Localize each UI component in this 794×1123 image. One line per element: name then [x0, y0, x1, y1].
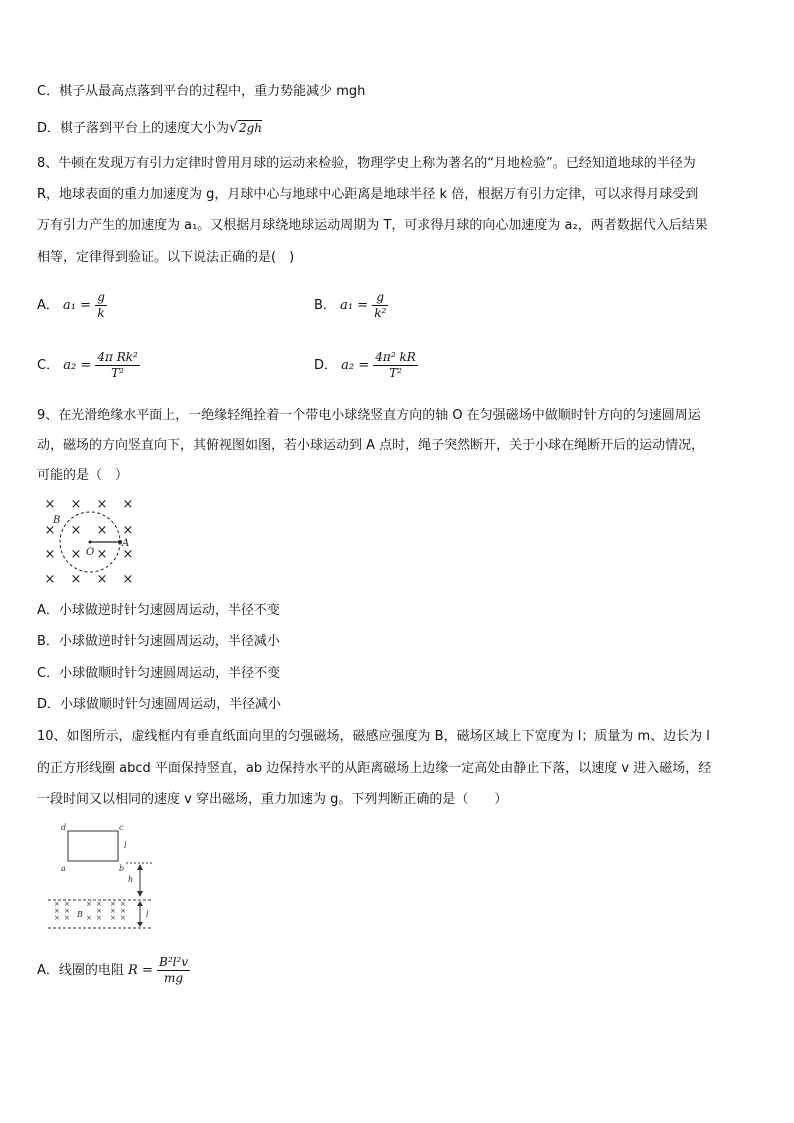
fraction: $\frac{\text{B²l²v}}{mg}$: [159, 955, 189, 985]
q7-option-c: C．棋子从最高点落到平台的过程中，重力势能减少 mgh: [37, 84, 366, 99]
cross-mark: ×: [122, 572, 134, 587]
cross-mark: ×: [96, 547, 108, 562]
q8-option-c: C． a₂ = $\frac{\text{4π Rk²}}{\text{T²}}$: [37, 350, 138, 380]
label-l-side: l: [124, 841, 127, 850]
q8-stem-line2: R，地球表面的重力加速度为 g，月球中心与地球中心距离是地球半径 k 倍，根据万有引力定律，可以求得月球受到: [37, 187, 699, 202]
q9-option-b: B．小球做逆时针匀速圆周运动，半径减小: [37, 634, 280, 649]
q10-option-a-text: A．线圈的电阻: [37, 963, 124, 978]
cross-mark: ×: [70, 497, 82, 512]
field-cross-mark: ×: [120, 900, 126, 908]
arrow-head-down: [137, 891, 143, 897]
cross-mark: ×: [44, 547, 56, 562]
fraction: $\frac{g}{k}$: [97, 290, 105, 320]
q9-magnetic-field-figure: [38, 492, 148, 588]
cross-mark: ×: [122, 547, 134, 562]
fraction: $\frac{\text{4π Rk²}}{\text{T²}}$: [97, 350, 138, 380]
q9-option-c: C．小球做顺时针匀速圆周运动，半径不变: [37, 666, 281, 681]
center-point: [89, 541, 92, 544]
q8-option-d: D． a₂ = $\frac{\text{4π² kR}}{\text{T²}}$: [314, 350, 416, 380]
cross-mark: ×: [70, 523, 82, 538]
q8-stem-line4: 相等，定律得到验证。以下说法正确的是( ): [37, 250, 295, 265]
q8-stem-line3: 万有引力产生的加速度为 a₁。又根据月球绕地球运动周期为 T，可求得月球的向心加速度为 a₂，两者数据代入后结果: [37, 218, 708, 233]
field-cross-mark: ×: [110, 900, 116, 908]
q9-option-a: A．小球做逆时针匀速圆周运动，半径不变: [37, 603, 280, 618]
field-cross-mark: ×: [64, 914, 70, 922]
field-cross-mark: ×: [54, 907, 60, 915]
cross-mark: ×: [122, 523, 134, 538]
field-cross-mark: ×: [110, 914, 116, 922]
q9-stem-line3: 可能的是（ ）: [37, 468, 129, 483]
q7-option-d-math: 2gh: [238, 121, 262, 135]
q10-coil-field-figure: [48, 820, 160, 936]
fraction: $\frac{\text{4π² kR}}{\text{T²}}$: [375, 350, 416, 380]
cross-mark: ×: [96, 572, 108, 587]
q10-stem-line3: 一段时间又以相同的速度 v 穿出磁场，重力加速为 g。下列判断正确的是（ ）: [37, 792, 508, 807]
field-cross-mark: ×: [86, 914, 92, 922]
label-c: c: [119, 823, 124, 832]
q8-option-a: A． a₁ = $\frac{g}{k}$: [37, 290, 105, 320]
cross-mark: ×: [70, 547, 82, 562]
q10-stem-line1: 10、如图所示，虚线框内有垂直纸面向里的匀强磁场，磁感应强度为 B，磁场区域上下宽度为 l；质量为 m、边长为 l: [37, 729, 710, 744]
label-l-field: l: [146, 910, 149, 919]
coil-square: [68, 831, 118, 861]
cross-mark: ×: [122, 497, 134, 512]
q10-option-a-lhs: R =: [128, 963, 153, 978]
field-cross-mark: ×: [96, 907, 102, 915]
field-cross-mark: ×: [96, 914, 102, 922]
q10-stem-line2: 的正方形线圈 abcd 平面保持竖直，ab 边保持水平的从距离磁场上边缘一定高处由静止下落，以速度 v 进入磁场，经: [37, 761, 712, 776]
field-cross-mark: ×: [64, 900, 70, 908]
field-cross-mark: ×: [64, 907, 70, 915]
arrow-head-up: [137, 864, 143, 870]
cross-mark: ×: [44, 523, 56, 538]
cross-mark: ×: [96, 523, 108, 538]
label-A: A: [122, 538, 130, 549]
q7-option-d: [37, 120, 262, 137]
field-cross-mark: ×: [86, 900, 92, 908]
field-cross-mark: ×: [120, 907, 126, 915]
fraction: $\frac{g}{\text{k²}}$: [374, 290, 387, 320]
q8-stem-line1: 8、牛顿在发现万有引力定律时曾用月球的运动来检验，物理学史上称为著名的“月地检验”。已经知道地球的半径为: [37, 156, 696, 171]
cross-mark: ×: [96, 497, 108, 512]
q9-stem-line2: 动，磁场的方向竖直向下，其俯视图如图，若小球运动到 A 点时，绳子突然断开，关于小球在绳断开后的运动情况，: [37, 438, 705, 453]
cross-mark: ×: [44, 497, 56, 512]
field-cross-mark: ×: [54, 914, 60, 922]
field-cross-mark: ×: [120, 914, 126, 922]
sqrt-sign: √: [229, 120, 238, 136]
q7-option-d-text: D．棋子落到平台上的速度大小为: [37, 121, 230, 136]
q8-option-b: B． a₁ = $\frac{g}{\text{k²}}$: [314, 290, 387, 320]
field-cross-mark: ×: [96, 900, 102, 908]
arrow-head-up: [137, 901, 143, 906]
label-h: h: [128, 875, 134, 884]
q10-option-a: [37, 955, 190, 986]
label-B: B: [53, 515, 61, 526]
field-cross-group: [54, 900, 126, 922]
q9-option-d: D．小球做顺时针匀速圆周运动，半径减小: [37, 697, 282, 712]
label-O: O: [86, 547, 95, 558]
cross-mark: ×: [44, 572, 56, 587]
q9-stem-line1: 9、在光滑绝缘水平面上，一绝缘轻绳拴着一个带电小球绕竖直方向的轴 O 在匀强磁场中做顺时针方向的匀速圆周运: [37, 408, 701, 423]
label-a: a: [61, 864, 66, 873]
field-cross-mark: ×: [54, 900, 60, 908]
arrow-head-down: [137, 922, 143, 927]
label-b: b: [119, 864, 125, 873]
label-d: d: [61, 823, 67, 832]
cross-mark: ×: [70, 572, 82, 587]
field-cross-mark: ×: [110, 907, 116, 915]
label-B-field: B: [77, 910, 83, 919]
